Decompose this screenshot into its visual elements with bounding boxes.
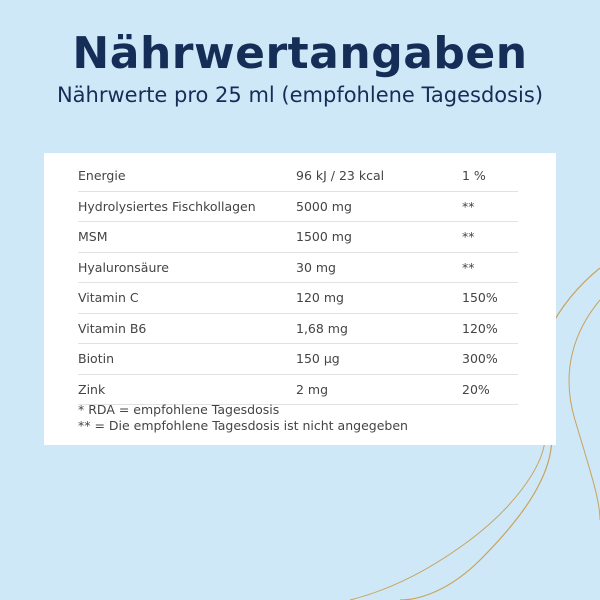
nutrient-rda: 150%	[462, 283, 518, 314]
nutrient-amount: 96 kJ / 23 kcal	[296, 161, 462, 191]
nutrient-amount: 5000 mg	[296, 191, 462, 222]
nutrient-rda: **	[462, 252, 518, 283]
table-row	[78, 252, 518, 283]
nutrient-amount: 1,68 mg	[296, 313, 462, 344]
nutrient-rda: 20%	[462, 374, 518, 405]
nutrition-table	[78, 161, 518, 405]
table-row	[78, 222, 518, 253]
nutrient-name: Energie	[78, 161, 296, 191]
nutrient-name: Biotin	[78, 344, 296, 375]
nutrient-name: Vitamin B6	[78, 313, 296, 344]
nutrient-rda: **	[462, 191, 518, 222]
table-row	[78, 191, 518, 222]
footnote-rda: * RDA = empfohlene Tagesdosis	[78, 402, 280, 417]
nutrient-rda: 120%	[462, 313, 518, 344]
nutrient-amount: 1500 mg	[296, 222, 462, 253]
table-row	[78, 161, 518, 191]
table-row	[78, 283, 518, 314]
nutrient-rda: **	[462, 222, 518, 253]
nutrition-card	[44, 153, 556, 445]
nutrient-amount: 2 mg	[296, 374, 462, 405]
page-subtitle: Nährwerte pro 25 ml (empfohlene Tagesdosis)	[56, 83, 544, 107]
page-title: Nährwertangaben	[72, 28, 528, 79]
table-row	[78, 313, 518, 344]
nutrient-rda: 1 %	[462, 161, 518, 191]
nutrient-name: Vitamin C	[78, 283, 296, 314]
nutrient-name: MSM	[78, 222, 296, 253]
nutrient-name: Hydrolysiertes Fischkollagen	[78, 191, 296, 222]
table-row	[78, 344, 518, 375]
footnote-not-specified: ** = Die empfohlene Tagesdosis ist nicht angegeben	[78, 418, 408, 433]
nutrient-rda: 300%	[462, 344, 518, 375]
nutrient-amount: 150 µg	[296, 344, 462, 375]
table-row	[78, 374, 518, 405]
nutrient-name: Zink	[78, 374, 296, 405]
nutrient-amount: 30 mg	[296, 252, 462, 283]
footnotes	[78, 402, 408, 434]
nutrient-name: Hyaluronsäure	[78, 252, 296, 283]
nutrient-amount: 120 mg	[296, 283, 462, 314]
